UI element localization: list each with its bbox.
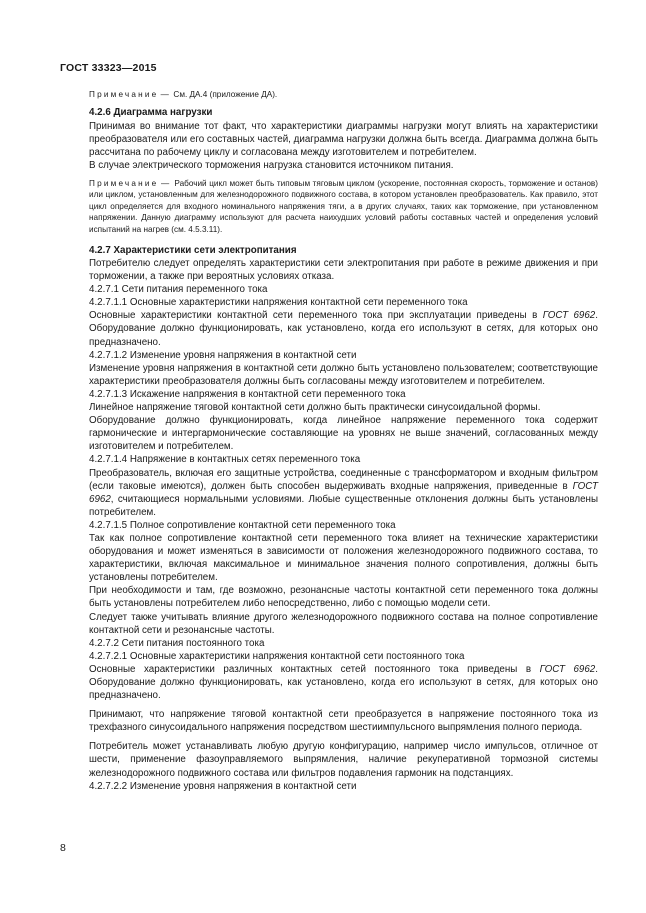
paragraph: Принимая во внимание тот факт, что характеристики диаграммы нагрузки могут влиять на характеристики преобразователя или его составных частей, диаграмма нагрузки должна быть всегда. Диаграмма должна быть рассчитана по рабочему циклу и согласована между изготовителем и потребителем.	[89, 120, 598, 158]
paragraph: Линейное напряжение тяговой контактной сети должно быть практически синусоидальной формы.	[89, 402, 541, 414]
subsection-heading: 4.2.7.1.4 Напряжение в контактных сетях переменного тока	[89, 454, 361, 466]
paragraph: Следует также учитывать влияние другого железнодорожного подвижного состава на полное сопротивление контактной сети и резонансные частоты.	[89, 611, 598, 636]
subsection-heading: 4.2.7.2.1 Основные характеристики напряжения контактной сети постоянного тока	[89, 650, 465, 662]
standard-reference: ГОСТ 6962	[539, 663, 596, 675]
paragraph: В случае электрического торможения нагрузка становится источником питания.	[89, 159, 454, 171]
page-body	[89, 89, 598, 793]
paragraph: Принимают, что напряжение тяговой контактной сети преобразуется в напряжение постоянного тока из трехфазного синусоидального напряжения посредством шестиимпульсного выпрямления полного периода.	[89, 709, 598, 734]
standard-reference: ГОСТ 6962	[89, 480, 598, 505]
note-1	[89, 89, 598, 100]
subsection-heading: 4.2.7.2.2 Изменение уровня напряжения в контактной сети	[89, 780, 357, 792]
standard-reference: ГОСТ 6962	[542, 310, 596, 322]
paragraph: При необходимости и там, где возможно, резонансные частоты контактной сети переменного тока должны быть установлены потребителем либо непосредственно, либо с помощью модели сети.	[89, 585, 598, 610]
section-4-2-7-title: 4.2.7 Характеристики сети электропитания	[89, 244, 297, 256]
document-header: ГОСТ 33323—2015	[60, 62, 157, 74]
note-2	[89, 178, 598, 235]
paragraph: Потребителю следует определять характеристики сети электропитания при работе в режиме движения и при торможении, а также при вероятных условиях отказа.	[89, 258, 598, 283]
paragraph: Основные характеристики различных контактных сетей постоянного тока приведены в ГОСТ 6962. Оборудование должно функционировать, как установлено, когда его используют в сетях, для которых оно предназначено.	[89, 663, 598, 702]
paragraph: Преобразователь, включая его защитные устройства, соединенные с трансформатором и входным фильтром (если таковые имеются), должен быть способен выдерживать входные напряжения, приведенные в ГОСТ 6962, считающиеся нормальными условиями. Любые существенные отклонения должны быть установлены потребителем.	[89, 467, 598, 518]
subsection-heading: 4.2.7.1.3 Искажение напряжения в контактной сети переменного тока	[89, 388, 406, 400]
subsection-heading: 4.2.7.1.2 Изменение уровня напряжения в контактной сети	[89, 349, 357, 361]
note-text: См. ДА.4 (приложение ДА).	[173, 90, 278, 99]
paragraph: Основные характеристики контактной сети переменного тока при эксплуатации приведены в ГОСТ 6962. Оборудование должно функционировать, как установлено, когда его используют в сетях, для которых оно предназначено.	[89, 310, 598, 348]
subsection-heading: 4.2.7.1.5 Полное сопротивление контактной сети переменного тока	[89, 519, 396, 531]
subsection-heading: 4.2.7.1 Сети питания переменного тока	[89, 284, 268, 296]
note-label: Примечание	[89, 90, 159, 99]
note-label: Примечание	[89, 178, 159, 188]
subsection-heading: 4.2.7.2 Сети питания постоянного тока	[89, 637, 265, 649]
subsection-heading: 4.2.7.1.1 Основные характеристики напряжения контактной сети переменного тока	[89, 297, 468, 309]
paragraph: Потребитель может устанавливать любую другую конфигурацию, например число импульсов, отличное от шести, применение фазоуправляемого выпрямления, наличие рекуперативной тормозной системы железнодорожного подвижного состава или фильтров подавления гармоник на подстанциях.	[89, 741, 598, 779]
paragraph: Оборудование должно функционировать, когда линейное напряжение переменного тока содержит гармонические и интергармонические составляющие на уровнях не выше значений, согласованных между изготовителем и потребителем.	[89, 415, 598, 453]
paragraph: Так как полное сопротивление контактной сети переменного тока влияет на технические характеристики оборудования и может изменяться в зависимости от положения железнодорожного подвижного состава, то характеристики, включая максимальное и минимальное значения полного сопротивления, должны быть установлены потребителем.	[89, 532, 598, 584]
paragraph: Изменение уровня напряжения в контактной сети должно быть установлено пользователем; соответствующие характеристики преобразователя должны быть согласованы между изготовителем и потребителем.	[89, 362, 598, 387]
note-dash: —	[161, 178, 170, 188]
note-dash: —	[160, 90, 169, 99]
section-4-2-6-title: 4.2.6 Диаграмма нагрузки	[89, 107, 213, 119]
note-text: Рабочий цикл может быть типовым тяговым циклом (ускорение, постоянная скорость, торможение и останов) или циклом, установленным для железнодорожного подвижного состава, в котором установлен преобразователь. Как правило, этот цикл определяется для входного номинального напряжения тяги, а в других случаях, таких как торможение, при установленном напряжении. Данную диаграмму используют для расчета наихудших условий работы составных частей и определения условий испытаний на нагрев (см. 4.5.3.11).	[89, 178, 598, 234]
page-number: 8	[60, 842, 66, 854]
